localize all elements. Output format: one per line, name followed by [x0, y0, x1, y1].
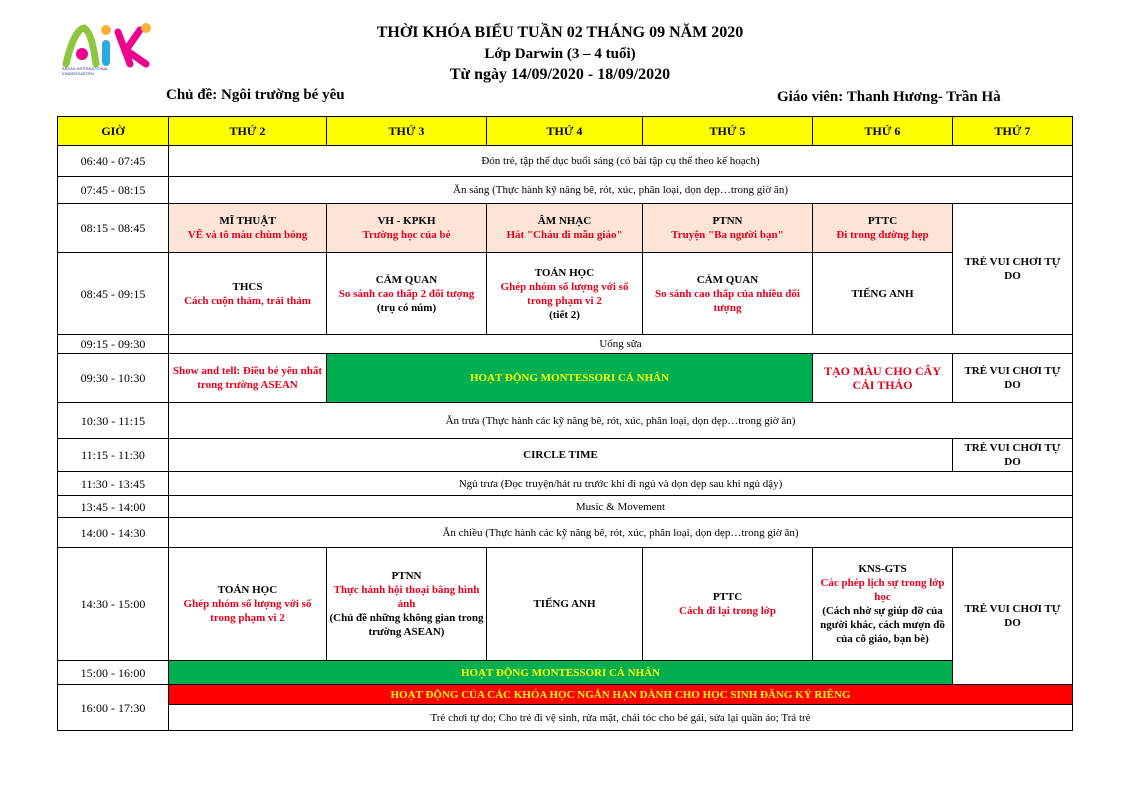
- free-play-cell: TRẺ VUI CHƠI TỰ DO: [953, 204, 1073, 335]
- time-cell: 09:15 - 09:30: [58, 335, 169, 354]
- time-cell: 08:45 - 09:15: [58, 253, 169, 335]
- activity-cell: Uống sữa: [169, 335, 1073, 354]
- free-play-cell: TRẺ VUI CHƠI TỰ DO: [953, 354, 1073, 403]
- english-cell: TIẾNG ANH: [487, 548, 643, 661]
- lesson-detail: Hát "Cháu đi mẫu giáo": [506, 229, 623, 241]
- activity-cell: Ngủ trưa (Đọc truyện/hát ru trước khi đi ngủ và dọn dẹp sau khi ngủ dậy): [169, 472, 1073, 496]
- lesson-detail: Cách đi lại trong lớp: [679, 605, 776, 617]
- lesson-detail: Ghép nhóm số lượng với số trong phạm vi 2: [183, 598, 312, 624]
- free-play-cell: TRẺ VUI CHƠI TỰ DO: [953, 548, 1073, 685]
- table-row: [58, 496, 1073, 518]
- montessori-cell: HOẠT ĐỘNG MONTESSORI CÁ NHÂN: [169, 661, 953, 685]
- lesson-cell: [327, 204, 487, 253]
- table-row: [58, 705, 1073, 731]
- lesson-detail: VẼ và tô màu chùm bóng: [187, 229, 308, 241]
- activity-cell: Music & Movement: [169, 496, 1073, 518]
- circle-time-cell: CIRCLE TIME: [169, 439, 953, 472]
- activity-cell: Ăn trưa (Thực hành các kỹ năng bê, rót, xúc, phân loại, dọn dẹp…trong giờ ăn): [169, 403, 1073, 439]
- timetable: [57, 116, 1073, 731]
- lesson-note: (Chủ đề những không gian trong trường ASEAN): [329, 612, 484, 638]
- activity-cell: Ăn chiều (Thực hành các kỹ năng bê, rót, xúc, phân loại, dọn dẹp…trong giờ ăn): [169, 518, 1073, 548]
- time-cell: 06:40 - 07:45: [58, 146, 169, 177]
- lesson-cell: [813, 548, 953, 661]
- table-row: [58, 472, 1073, 496]
- table-row: [58, 685, 1073, 705]
- time-cell: 14:00 - 14:30: [58, 518, 169, 548]
- topic-label: Chủ đề: Ngôi trường bé yêu: [166, 87, 345, 103]
- time-cell: 08:15 - 08:45: [58, 204, 169, 253]
- lesson-subject: TOÁN HỌC: [217, 584, 278, 596]
- col-header-sat: THỨ 7: [953, 117, 1073, 146]
- header-row: [58, 117, 1073, 146]
- lesson-subject: MĨ THUẬT: [219, 215, 276, 227]
- lesson-detail: Đi trong đường hẹp: [836, 229, 929, 241]
- lesson-subject: THCS: [232, 280, 263, 293]
- schedule-title: THỜI KHÓA BIỂU TUẦN 02 THÁNG 09 NĂM 2020: [376, 24, 744, 41]
- time-cell: 14:30 - 15:00: [58, 548, 169, 661]
- lesson-cell: [643, 548, 813, 661]
- lesson-subject: ÂM NHẠC: [537, 215, 592, 227]
- lesson-cell: [169, 548, 327, 661]
- table-row: [58, 548, 1073, 661]
- class-name: Lớp Darwin (3 – 4 tuổi): [484, 46, 636, 62]
- lesson-subject: CẢM QUAN: [696, 273, 759, 286]
- lesson-cell: [643, 253, 813, 335]
- free-play-cell: TRẺ VUI CHƠI TỰ DO: [953, 439, 1073, 472]
- lesson-detail: Truyện "Ba người bạn": [671, 229, 784, 241]
- lesson-cell: TẠO MÀU CHO CÂY CẢI THẢO: [813, 354, 953, 403]
- col-header-mon: THỨ 2: [169, 117, 327, 146]
- lesson-subject: TOÁN HỌC: [534, 266, 595, 279]
- table-row: [58, 439, 1073, 472]
- table-row: [58, 403, 1073, 439]
- lesson-subject: PTNN: [391, 570, 422, 582]
- table-row: [58, 518, 1073, 548]
- col-header-fri: THỨ 6: [813, 117, 953, 146]
- short-course-cell: HOẠT ĐỘNG CỦA CÁC KHÓA HỌC NGẮN HẠN DÀNH CHO HỌC SINH ĐĂNG KÝ RIÊNG: [169, 685, 1073, 705]
- date-range: Từ ngày 14/09/2020 - 18/09/2020: [449, 66, 671, 83]
- col-header-time: GIỜ: [58, 117, 169, 146]
- lesson-cell: [487, 253, 643, 335]
- lesson-cell: [813, 204, 953, 253]
- lesson-subject: PTTC: [867, 215, 898, 227]
- time-cell: 07:45 - 08:15: [58, 177, 169, 204]
- activity-cell: Trẻ chơi tự do; Cho trẻ đi vệ sinh, rửa mặt, chải tóc cho bé gái, sửa lại quần áo; Trả trẻ: [169, 705, 1073, 731]
- time-cell: 09:30 - 10:30: [58, 354, 169, 403]
- time-cell: 10:30 - 11:15: [58, 403, 169, 439]
- lesson-detail: Các phép lịch sự trong lớp học: [820, 577, 945, 603]
- lesson-cell: [169, 204, 327, 253]
- table-row: [58, 253, 1073, 335]
- table-row: [58, 661, 1073, 685]
- col-header-tue: THỨ 3: [327, 117, 487, 146]
- table-row: [58, 177, 1073, 204]
- col-header-thu: THỨ 5: [643, 117, 813, 146]
- time-cell: 13:45 - 14:00: [58, 496, 169, 518]
- lesson-subject: KNS-GTS: [858, 563, 907, 575]
- lesson-cell: [487, 204, 643, 253]
- lesson-cell: [169, 253, 327, 335]
- lesson-detail: Ghép nhóm số lượng với số trong phạm vi 2: [500, 280, 629, 307]
- lesson-detail: Trường học của bé: [362, 229, 451, 241]
- table-row: [58, 354, 1073, 403]
- activity-cell: Ăn sáng (Thực hành kỹ năng bê, rót, xúc, phân loại, dọn dẹp…trong giờ ăn): [169, 177, 1073, 204]
- english-cell: TIẾNG ANH: [813, 253, 953, 335]
- table-row: [58, 204, 1073, 253]
- montessori-cell: HOẠT ĐỘNG MONTESSORI CÁ NHÂN: [327, 354, 813, 403]
- time-cell: 16:00 - 17:30: [58, 685, 169, 731]
- time-cell: 11:30 - 13:45: [58, 472, 169, 496]
- table-row: [58, 146, 1073, 177]
- lesson-detail: So sánh cao thấp của nhiều đối tượng: [655, 287, 800, 314]
- lesson-detail: Cách cuộn thảm, trải thảm: [184, 294, 311, 307]
- lesson-note: (Cách nhờ sự giúp đỡ của người khác, cách mượn đồ của cô giáo, bạn bè): [820, 605, 945, 645]
- lesson-note: (tiết 2): [549, 308, 580, 321]
- activity-cell: Đón trẻ, tập thể dục buổi sáng (có bài tập cụ thể theo kế hoạch): [169, 146, 1073, 177]
- show-and-tell-cell: Show and tell: Điều bé yêu nhất trong trường ASEAN: [169, 354, 327, 403]
- time-cell: 15:00 - 16:00: [58, 661, 169, 685]
- lesson-cell: [327, 253, 487, 335]
- lesson-cell: [327, 548, 487, 661]
- teacher-label: Giáo viên: Thanh Hương- Trần Hà: [777, 89, 1001, 105]
- school-logo: [60, 20, 170, 80]
- lesson-cell: [643, 204, 813, 253]
- col-header-wed: THỨ 4: [487, 117, 643, 146]
- lesson-subject: CẢM QUAN: [375, 273, 438, 286]
- lesson-subject: PTNN: [712, 215, 743, 227]
- lesson-subject: PTTC: [712, 591, 743, 603]
- lesson-detail: Thực hành hội thoại bằng hình ảnh: [333, 584, 480, 610]
- logo-subtitle: ASEAN INTERNATIONAL KINDERGARTEN: [62, 66, 109, 76]
- time-cell: 11:15 - 11:30: [58, 439, 169, 472]
- lesson-detail: So sánh cao thấp 2 đối tượng: [338, 287, 475, 300]
- table-row: [58, 335, 1073, 354]
- lesson-subject: VH - KPKH: [377, 215, 436, 227]
- lesson-note: (trụ có núm): [376, 301, 437, 314]
